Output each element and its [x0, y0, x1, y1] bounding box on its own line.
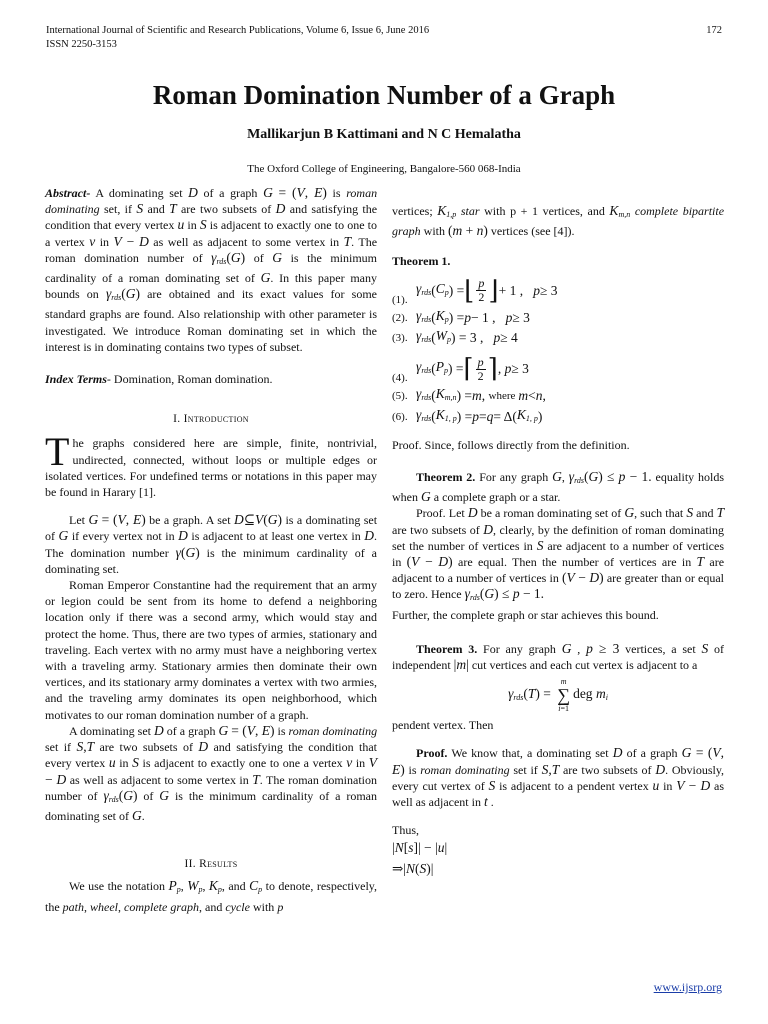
paper-title: Roman Domination Number of a Graph — [152, 80, 616, 110]
left-column — [45, 185, 377, 915]
theorem-3-formula: $\gamma_{rds}(T)$ = m ∑ i=1 deg $m_i$ — [508, 677, 608, 714]
intro-paragraph-2: Let G = (V, E) be a graph. A set D⊆V(G) is a dominating set of G if every vertex not in D is adjacent to at least one vertex in D. The domination number γ(G) is the minimum cardinality of a dominating set. — [45, 512, 378, 576]
results-continued: vertices; $K_{1,p}$ star with p + 1 vertices, and $K_{m,n}$ complete bipartite graph with (m + n) vertices (see [4]). — [392, 203, 725, 239]
thus-formula-1: |N[s]| − |u| — [392, 840, 448, 856]
intro-paragraph-1: The graphs considered here are simple, finite, nontrivial, undirected, connected, without loops or multiple edges or isolated vertices. For undefined terms or notations in this paper may be found in Harary [1]. — [45, 429, 377, 500]
theorem-1-item-4: (4). $\gamma_{rds}$ ( $P_p$ ) = ⌈ $\frac{p}{2}$ ⌉ , p ≥ 3 — [392, 354, 529, 385]
right-column — [392, 185, 724, 877]
theorem-2-proof: Proof. Let D be a roman dominating set of G, such that S and T are two subsets of D, clearly, by the definition of roman dominating set the number of vertices in S are adjacent to a number of vertices in (V − D) are equal. Then the number of vertices are in T are adjacent to a number of vertices in (V − D) are greater than or equal to zero. Hence $\gamma_{rds}(G) \le p - 1$. — [392, 505, 725, 603]
affiliation: The Oxford College of Engineering, Bangalore-560 068-India — [247, 163, 521, 175]
section-heading-results: II. Results — [184, 858, 238, 871]
abstract: Abstract- A dominating set D of a graph G = (V, E) is roman dominating set, if S and T are two subsets of D and satisfying the condition that every vertex u in S is adjacent to exactly one to one to a vertex v in V − D as well as adjacent to some vertex in T. The roman domination number of $\gamma_{rds}(G)$ of G is the minimum cardinality of a roman dominating set of G. In this paper many bounds on $\gamma_{rds}(G)$ are obtained and its exact values for some standard graphs are found. Also relationship with other parameter is investigated. We introduce Roman dominating set in which the interest is in dominating contains two types of subset. — [45, 185, 378, 354]
theorem-3: Theorem 3. For any graph G , p ≥ 3 vertices, a set S of independent |m| cut vertices and each cut vertex is adjacent to a — [392, 640, 725, 673]
theorem-3-proof: Proof. We know that, a dominating set D of a graph G = (V, E) is roman dominating set if S,T are two subsets of D. Obviously, every cut vertex of S is adjacent to a pendent vertex u in V − D as well as adjacent in t . — [392, 745, 725, 810]
page-number: 172 — [706, 25, 722, 36]
journal-header — [46, 24, 429, 52]
journal-name: International Journal of Scientific and Research Publications, Volume 6, Issue 6, June 2016 — [46, 25, 430, 36]
intro-paragraph-4: A dominating set D of a graph G = (V, E) is roman dominating set if S,T are two subsets of D and satisfying the condition that every vertex u in S is adjacent to exactly one to one a vertex v in V − D as well as adjacent to some vertex in T. The roman domination number of $\gamma_{rds}(G)$ of G is the minimum cardinality of a roman dominating set of G. — [45, 722, 378, 823]
index-terms: Index Terms- Domination, Roman domination. — [45, 372, 273, 387]
footer-link[interactable]: www.ijsrp.org — [653, 980, 722, 994]
section-heading-introduction: I. Introduction — [173, 413, 249, 426]
theorem-3-continued: pendent vertex. Then — [392, 718, 494, 733]
thus-label: Thus, — [392, 823, 419, 838]
thus-formula-2: ⇒|N(S)| — [392, 860, 434, 876]
theorem-1-item-2: (2). $\gamma_{rds}$ ( $K_p$ ) = p − 1 , p ≥ 3 — [392, 307, 530, 325]
theorem-1-item-1: (1). $\gamma_{rds}$ ( $C_p$ ) = ⌊ $\frac{p}{2}$ ⌋ + 1 , p ≥ 3 — [392, 275, 558, 306]
theorem-1-item-3: (3). $\gamma_{rds}$ ( $W_p$ ) = 3 , p ≥ 4 — [392, 328, 518, 346]
intro-paragraph-3: Roman Emperor Constantine had the requirement that an army or legion could be sent from its home to defend a neighboring location only if there was a second army, which would stay and protect the home. Thus, there are two types of armies, stationary and traveling. Each vertex with no army must have a neighboring vertex with a traveling army. Stationary armies then dominate their own vertices, and its stationary army dominates a vertex with two armies, and the traveling army dominates its open neighborhood, which motivates to our roman domination number of a graph. — [45, 578, 377, 722]
theorem-1-proof: Proof. Since, follows directly from the definition. — [392, 437, 630, 452]
theorem-1-heading: Theorem 1. — [392, 254, 451, 269]
theorem-2-final: Further, the complete graph or star achieves this bound. — [392, 607, 659, 622]
theorem-1-item-6: (6). $\gamma_{rds}$ ( $K_{1, p}$ ) = p = q = Δ( $K_{1, p}$ ) — [392, 406, 543, 424]
authors: Mallikarjun B Kattimani and N C Hemalatha — [247, 127, 521, 142]
issn: ISSN 2250-3153 — [46, 39, 117, 50]
results-paragraph: We use the notation $P_p$, $W_p$, $K_p$, and $C_p$ to denote, respectively, the path, wheel, complete graph, and cycle with p — [45, 878, 378, 914]
theorem-1-item-5: (5). $\gamma_{rds}$ ( $K_{m,n}$ ) = m , where m < n , — [392, 386, 546, 404]
theorem-2: Theorem 2. For any graph G, $\gamma_{rds}(G) \le p - 1$. equality holds when G a complete graph or a star. — [392, 469, 725, 505]
